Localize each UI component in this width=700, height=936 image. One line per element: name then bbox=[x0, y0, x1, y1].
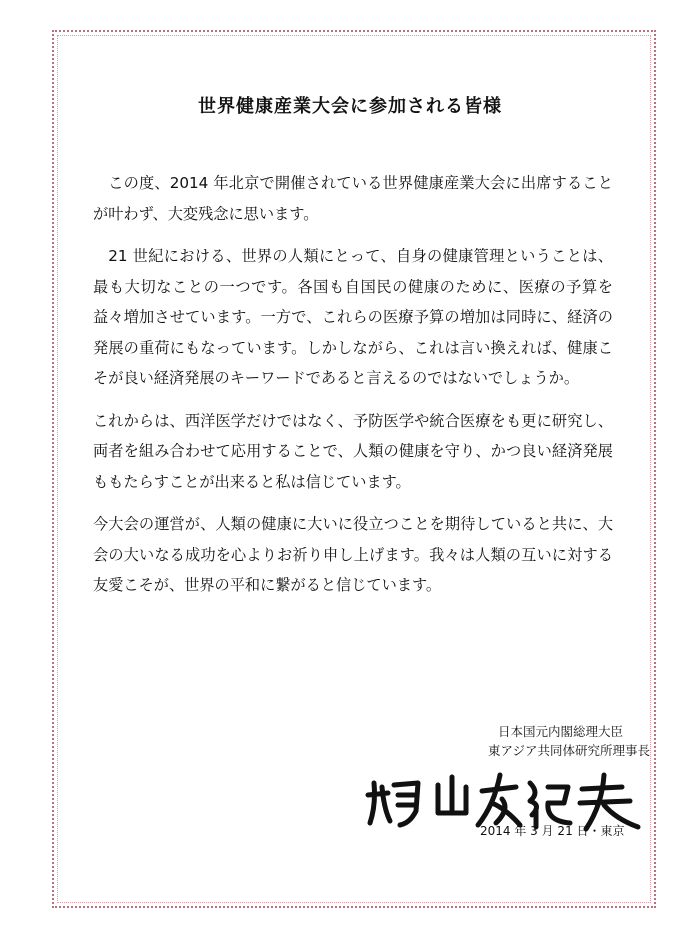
paragraph-2: 21 世紀における、世界の人類にとって、自身の健康管理ということは、最も大切なことの一つです。各国も自国民の健康のために、医療の予算を益々増加させています。一方で、これらの医療予算の増加は同時に、経済の発展の重荷にもなっています。しかしながら、これは言い換えれば、健康こそが良い経済発展のキーワードであると言えるのではないでしょうか。 bbox=[93, 247, 613, 387]
paragraph-3: これからは、西洋医学だけではなく、予防医学や統合医療をも更に研究し、両者を組み合わせて応用することで、人類の健康を守り、かつ良い経済発展ももたらすことが出来ると私は信じています。 bbox=[93, 411, 613, 491]
affiliation-institute: 東アジア共同体研究所理事長 bbox=[487, 743, 650, 758]
affiliation-former-pm: 日本国元内閣総理大臣 bbox=[497, 724, 623, 739]
letter-body bbox=[93, 168, 613, 613]
letter-date: 2014 年 3 月 21 日・東京 bbox=[480, 824, 625, 838]
paragraph-4: 今大会の運営が、人類の健康に大いに役立つことを期待していると共に、大会の大いなる成功を心よりお祈り申し上げます。我々は人類の互いに対する友愛こそが、世界の平和に繋がると信じています。 bbox=[93, 515, 614, 594]
signature-block bbox=[488, 722, 650, 760]
letter-title: 世界健康産業大会に参加される皆様 bbox=[198, 96, 502, 117]
paragraph-1: この度、2014 年北京で開催されている世界健康産業大会に出席することが叶わず、大変残念に思います。 bbox=[93, 174, 613, 223]
